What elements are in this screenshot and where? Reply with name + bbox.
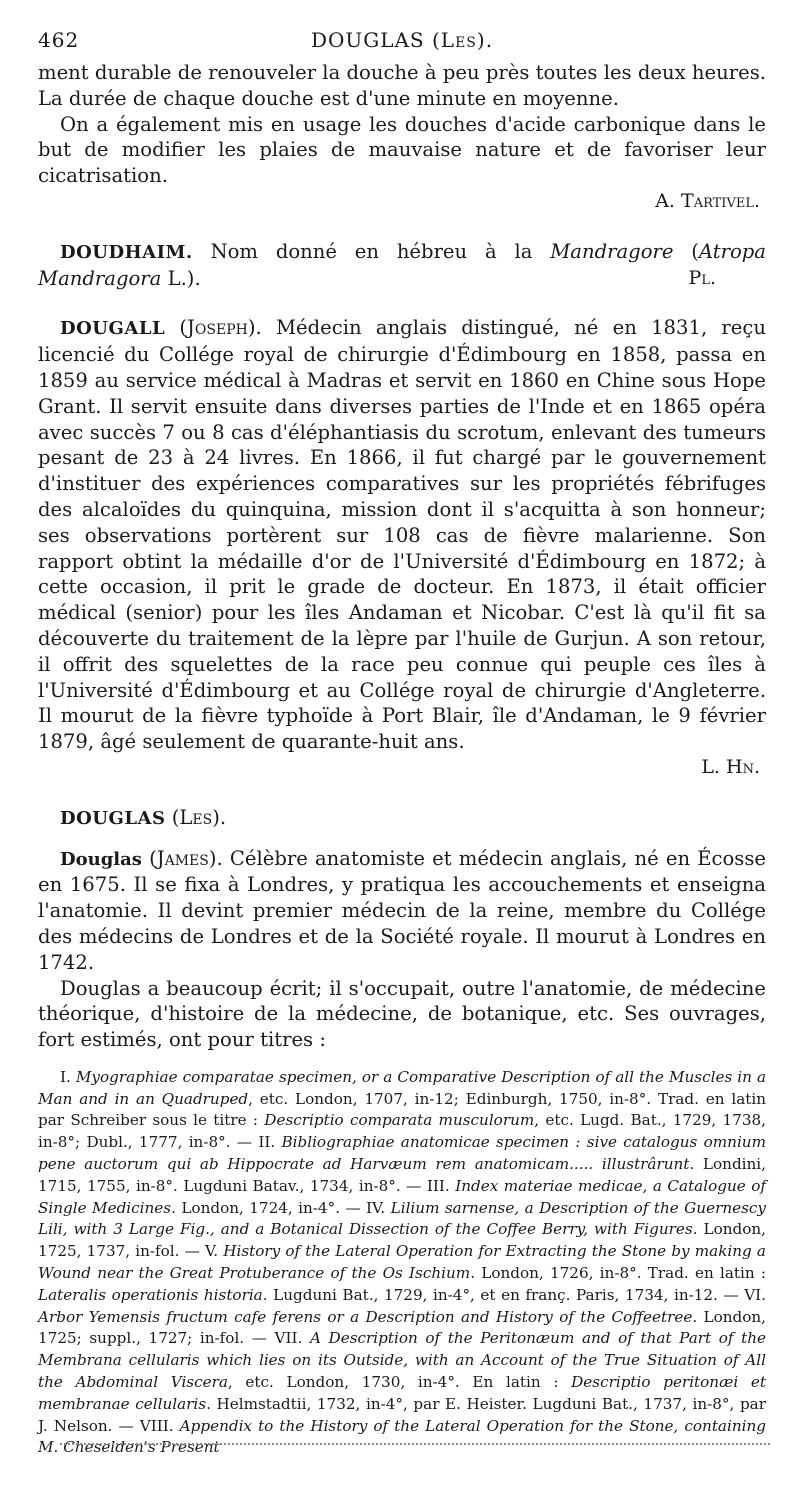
- entry-head-douglas-james: Douglas: [60, 848, 142, 870]
- signature-hn: L. Hn.: [701, 755, 760, 778]
- bibliography-text: I. Myographiae comparatae specimen, or a Comparative Description of all the Muscles in a Man and in an Quadruped, etc. London, 1707, in-12; Edinburgh, 1750, in-8°. Trad. en latin par Schreiber sous le titre : Descriptio comparata musculorum, etc. Lugd. Bat., 1729, 1738, in-8°; Dubl., 1777, in-8°. — II. Bibliographiae anatomicae specimen : sive catalogus omnium pene auctorum qui ab Hippocrate ad Harvæum rem anatomicam..... illustrârunt. Londini, 1715, 1755, in-8°. Lugduni Batav., 1734, in-8°. — III. Index materiae medicae, a Catalogue of Single Medicines. London, 1724, in-4°. — IV. Lilium sarnense, a Description of the Guernescy Lili, with 3 Large Fig., and a Botanical Dissection of the Coffee Berry, with Figures. London, 1725, 1737, in-fol. — V. History of the Lateral Operation for Extracting the Stone by making a Wound near the Great Protuberance of the Os Ischium. London, 1726, in-8°. Trad. en latin : Lateralis operationis historia. Lugduni Bat., 1729, in-4°, et en franç. Paris, 1734, in-12. — VI. Arbor Yemensis fructum cafe ferens or a Description and History of the Coffeetree. London, 1725; suppl., 1727; in-fol. — VII. A Description of the Peritonæum and of that Part of the Membrana cellularis which lies on its Outside, with an Account of the True Situation of All the Abdominal Viscera, etc. London, 1730, in-4°. En latin : Descriptio peritonæi et membranae cellularis. Helmstadtii, 1732, in-4°, par E. Heister. Lugduni Bat., 1737, in-8°, par J. Nelson. — VIII. Appendix to the History of the Lateral Operation for the Stone, containing M. Cheselden's Present: [38, 1067, 767, 1457]
- douglas-james-paragraph-2: Douglas a beaucoup écrit; il s'occupait, outre l'anatomie, de médecine théorique, d'histoire de la médecine, de botanique, etc. Ses ouvrages, fort estimés, ont pour titres :: [38, 976, 766, 1052]
- bibliography-notes: [38, 1067, 766, 1459]
- entry-douglas-les: DOUGLAS (Les).: [60, 805, 227, 829]
- running-head: [38, 28, 766, 60]
- entry-dougall: DOUGALL (Joseph). Médecin anglais distingué, né en 1831, reçu licencié du Collége royal de chirurgie d'Édimbourg en 1858, passa en 1859 au service médical à Madras et servit en 1860 en Chine sous Hope Grant. Il servit ensuite dans diverses parties de l'Inde et en 1865 opéra avec succès 7 ou 8 cas d'éléphantiasis du scrotum, enlevant des tumeurs pesant de 23 à 24 livres. En 1866, il fut chargé par le gouvernement d'instituer des expériences comparatives sur les propriétés fébrifuges des alcaloïdes du quinquina, mission dont il s'acquitta à son honneur; ses observations portèrent sur 108 cas de fièvre malarienne. Son rapport obtint la médaille d'or de l'Université d'Édimbourg en 1872; à cette occasion, il prit le grade de docteur. En 1873, il était officier médical (senior) pour les îles Andaman et Nicobar. C'est là qu'il fit sa découverte du traitement de la lèpre par l'huile de Gurjun. A son retour, il offrit des squelettes de la race peu connue qui peuple ces îles à l'Université d'Édimbourg et au Collége royal de chirurgie d'Angleterre. Il mourut de la fièvre typhoïde à Port Blair, île d'Andaman, le 9 février 1879, âgé seulement de quarante-huit ans.: [38, 316, 766, 754]
- page-number: 462: [38, 28, 80, 52]
- entry-doudhaim: DOUDHAIM. Nom donné en hébreu à la Mandragore (Atropa Mandragora L.).: [38, 239, 766, 290]
- intro-paragraph-1: ment durable de renouveler la douche à peu près toutes les deux heures. La durée de chaque douche est d'une minute en moyenne.: [38, 61, 766, 110]
- signature-pl: Pl.: [688, 266, 716, 289]
- running-title: DOUGLAS (Les).: [310, 28, 494, 52]
- entry-douglas-james: Douglas (James). Célèbre anatomiste et médecin anglais, né en Écosse en 1675. Il se fixa à Londres, y pratiqua les accouchements et enseigna l'anatomie. Il devint premier médecin de la reine, membre du Collége des médecins de Londres et de la Société royale. Il mourut à Londres en 1742.: [38, 846, 767, 974]
- footer-dotted-rule: [60, 1443, 770, 1445]
- entry-head-douglas-les: DOUGLAS: [60, 807, 166, 829]
- page: [38, 28, 766, 1459]
- intro-paragraph-2: On a également mis en usage les douches d'acide carbonique dans le but de modifier les plaies de mauvaise nature et de favoriser leur cicatrisation.: [38, 112, 766, 188]
- entry-head-dougall: DOUGALL: [60, 318, 166, 340]
- signature-tartivel: A. Tartivel.: [655, 189, 760, 212]
- entry-head-doudhaim: DOUDHAIM.: [60, 241, 193, 263]
